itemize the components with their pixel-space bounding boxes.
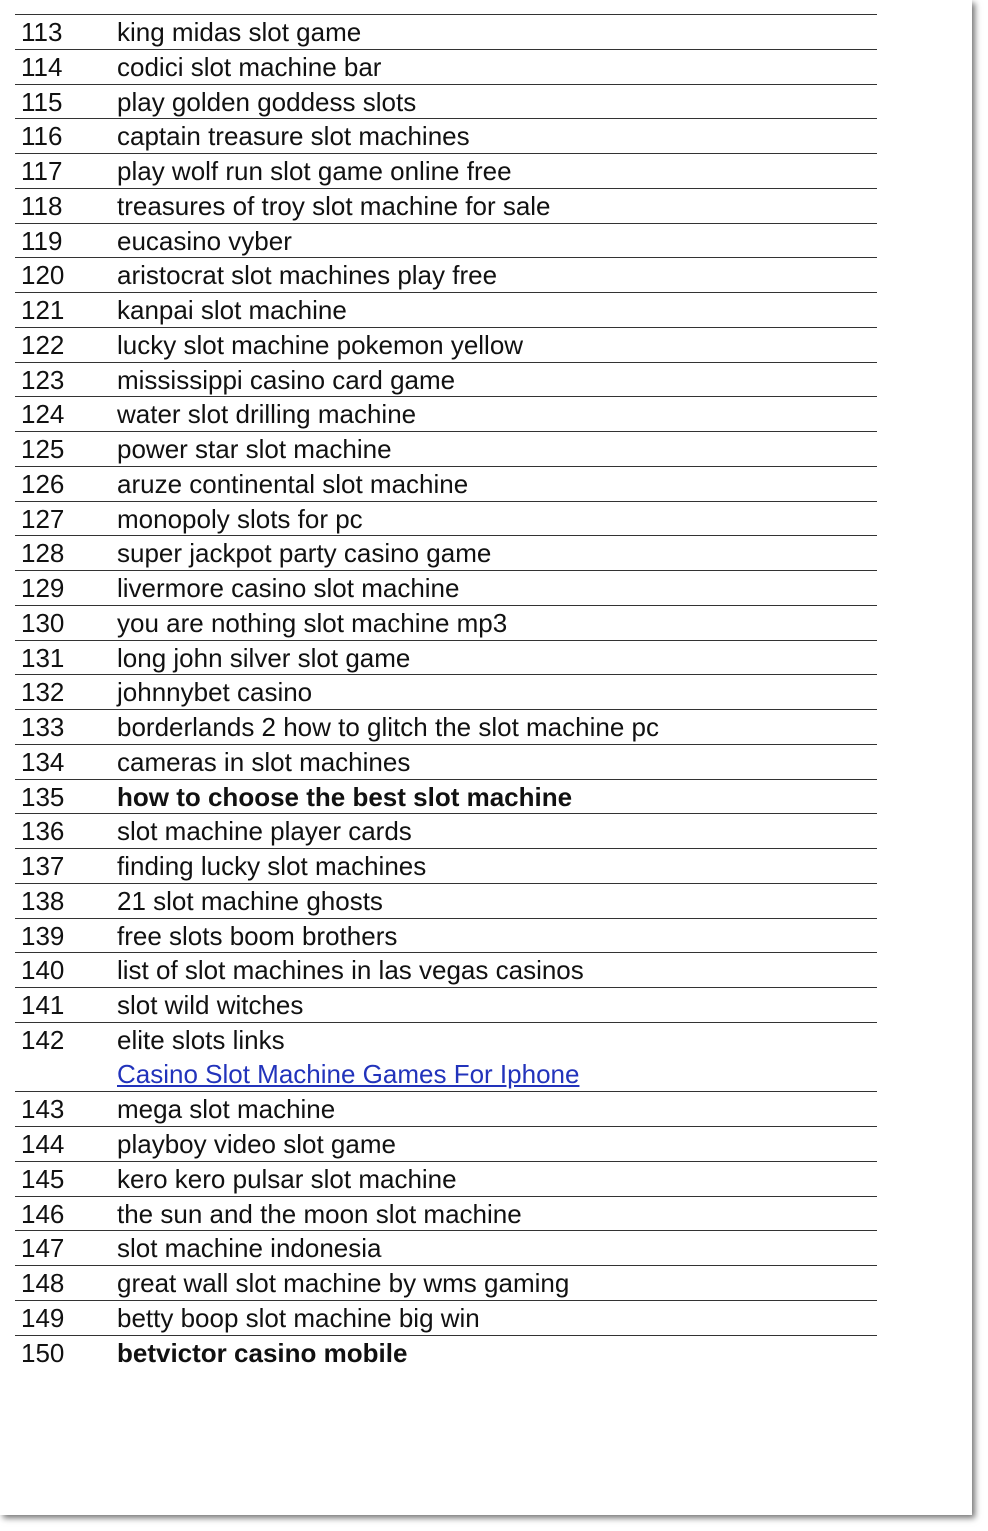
table-row <box>15 327 877 362</box>
table-row <box>15 918 877 953</box>
row-number: 137 <box>21 851 65 881</box>
row-text: lucky slot machine pokemon yellow <box>117 329 524 360</box>
table-row <box>15 709 877 744</box>
row-text: livermore casino slot machine <box>117 573 460 603</box>
row-number: 143 <box>21 1094 65 1125</box>
row-number: 126 <box>21 468 65 499</box>
row-text: monopoly slots for pc <box>117 503 363 534</box>
row-number: 142 <box>21 1024 65 1055</box>
row-number: 115 <box>21 86 63 117</box>
row-number: 141 <box>21 990 65 1020</box>
row-text: mississippi casino card game <box>117 364 456 395</box>
table-row <box>15 14 877 49</box>
row-text: codici slot machine bar <box>117 51 382 82</box>
row-text: water slot drilling machine <box>117 399 417 430</box>
row-number: 148 <box>21 1268 65 1298</box>
row-number: 124 <box>21 399 65 430</box>
row-text: cameras in slot machines <box>117 746 411 777</box>
row-text-bold: betvictor casino mobile <box>117 1337 408 1368</box>
row-number: 149 <box>21 1302 65 1333</box>
row-text: elite slots links <box>117 1024 285 1055</box>
row-text: aristocrat slot machines play free <box>117 260 498 291</box>
row-text: super jackpot party casino game <box>117 538 492 569</box>
row-number: 127 <box>21 503 65 534</box>
table-row <box>15 779 877 814</box>
row-text-bold: how to choose the best slot machine <box>117 781 573 812</box>
row-number: 131 <box>21 642 65 673</box>
row-text: johnnybet casino <box>117 677 313 708</box>
row-number: 117 <box>21 156 63 186</box>
row-number: 134 <box>21 746 65 777</box>
row-text: betty boop slot machine big win <box>117 1302 480 1333</box>
row-number: 128 <box>21 538 65 569</box>
row-text: aruze continental slot machine <box>117 468 469 499</box>
table-row <box>15 1196 877 1231</box>
row-text: borderlands 2 how to glitch the slot machine pc <box>117 712 659 742</box>
row-text: play wolf run slot game online free <box>117 156 512 186</box>
row-text: playboy video slot game <box>117 1129 396 1159</box>
row-number: 147 <box>21 1233 65 1264</box>
table-row <box>15 848 877 883</box>
row-text: treasures of troy slot machine for sale <box>117 190 551 221</box>
table-row <box>15 1335 877 1370</box>
table-row <box>15 362 877 397</box>
table-row <box>15 987 877 1022</box>
row-text: kero kero pulsar slot machine <box>117 1163 457 1194</box>
table-row <box>15 1022 877 1092</box>
row-number: 123 <box>21 364 65 395</box>
table-row <box>15 1265 877 1300</box>
row-text: king midas slot game <box>117 17 362 47</box>
row-text: slot machine player cards <box>117 816 412 847</box>
table-row <box>15 674 877 709</box>
table-row <box>15 292 877 327</box>
row-text: finding lucky slot machines <box>117 851 427 881</box>
table-row <box>15 1300 877 1335</box>
row-number: 130 <box>21 607 65 638</box>
table-row <box>15 813 877 848</box>
row-text: kanpai slot machine <box>117 295 347 325</box>
row-text: play golden goddess slots <box>117 86 417 117</box>
row-number: 114 <box>21 51 63 82</box>
table-row <box>15 257 877 292</box>
table-row <box>15 640 877 675</box>
row-number: 132 <box>21 677 65 708</box>
table-row <box>15 188 877 223</box>
row-text: you are nothing slot machine mp3 <box>117 607 508 638</box>
row-number: 129 <box>21 573 65 603</box>
table-row <box>15 605 877 640</box>
row-text: slot machine indonesia <box>117 1233 382 1264</box>
table-row <box>15 396 877 431</box>
row-text: power star slot machine <box>117 434 392 464</box>
row-number: 150 <box>21 1337 65 1368</box>
row-number: 138 <box>21 885 65 916</box>
table-row <box>15 501 877 536</box>
row-number: 145 <box>21 1163 65 1194</box>
table-row <box>15 84 877 119</box>
table-row <box>15 466 877 501</box>
row-text: great wall slot machine by wms gaming <box>117 1268 570 1298</box>
row-number: 119 <box>21 225 63 256</box>
row-text: slot wild witches <box>117 990 304 1020</box>
row-number: 133 <box>21 712 65 742</box>
row-number: 139 <box>21 920 65 951</box>
row-text: eucasino vyber <box>117 225 292 256</box>
table-row <box>15 883 877 918</box>
row-number: 120 <box>21 260 65 291</box>
table-row <box>15 49 877 84</box>
table-row <box>15 535 877 570</box>
row-text: the sun and the moon slot machine <box>117 1198 522 1229</box>
row-number: 121 <box>21 295 65 325</box>
casino-slot-link[interactable]: Casino Slot Machine Games For Iphone <box>117 1058 580 1089</box>
row-number: 118 <box>21 190 63 221</box>
table-row <box>15 223 877 258</box>
table-row <box>15 1230 877 1265</box>
table-row <box>15 431 877 466</box>
table-row <box>15 1126 877 1161</box>
table-row <box>15 1091 877 1126</box>
row-number: 146 <box>21 1198 65 1229</box>
row-text: 21 slot machine ghosts <box>117 885 383 916</box>
keyword-list <box>15 14 877 1369</box>
table-row <box>15 570 877 605</box>
row-number: 144 <box>21 1129 65 1159</box>
table-row <box>15 1161 877 1196</box>
table-row <box>15 952 877 987</box>
row-number: 135 <box>21 781 65 812</box>
table-row <box>15 118 877 153</box>
row-text: list of slot machines in las vegas casinos <box>117 955 584 986</box>
row-number: 122 <box>21 329 65 360</box>
row-number: 140 <box>21 955 65 986</box>
row-number: 113 <box>21 17 63 47</box>
table-row <box>15 744 877 779</box>
row-text: captain treasure slot machines <box>117 121 470 152</box>
row-number: 125 <box>21 434 65 464</box>
table-row <box>15 153 877 188</box>
row-text: long john silver slot game <box>117 642 411 673</box>
row-number: 116 <box>21 121 63 152</box>
row-number: 136 <box>21 816 65 847</box>
row-text: free slots boom brothers <box>117 920 398 951</box>
row-text: mega slot machine <box>117 1094 336 1125</box>
